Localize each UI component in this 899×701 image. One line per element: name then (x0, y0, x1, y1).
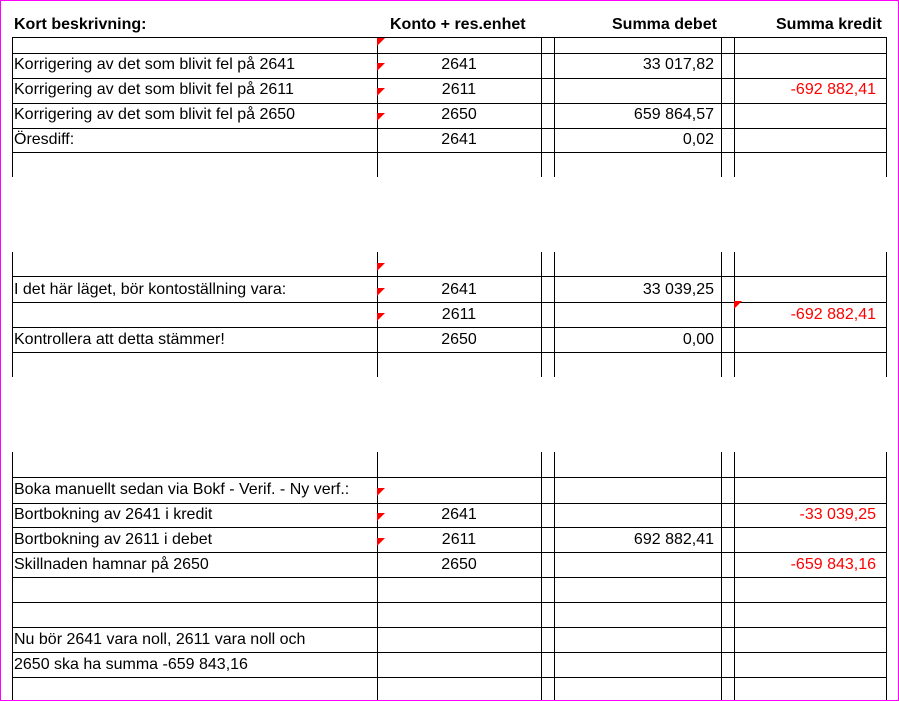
comment-marker (377, 538, 385, 546)
grid-line (721, 37, 722, 177)
cell-desc[interactable]: Korrigering av det som blivit fel på 2650 (14, 106, 296, 123)
comment-marker (377, 313, 385, 321)
cell-konto[interactable] (378, 653, 540, 677)
cell-debet[interactable] (554, 553, 714, 577)
grid-line (734, 37, 735, 177)
cell-konto[interactable]: 2641 (441, 281, 477, 298)
comment-marker (377, 513, 385, 521)
cell-kredit[interactable] (736, 328, 876, 352)
cell-kredit[interactable] (736, 128, 876, 152)
grid-line (734, 252, 735, 377)
cell-desc[interactable]: Skillnaden hamnar på 2650 (14, 556, 209, 573)
cell-debet[interactable] (554, 78, 714, 102)
cell-konto[interactable]: 2650 (441, 106, 477, 123)
grid-line (734, 452, 735, 700)
comment-marker (734, 301, 742, 309)
cell-konto[interactable]: 2641 (441, 56, 477, 73)
cell-desc[interactable] (14, 303, 374, 327)
comment-marker (377, 88, 385, 96)
cell-desc[interactable]: Bortbokning av 2611 i debet (14, 531, 213, 548)
header-desc: Kort beskrivning: (14, 16, 147, 33)
grid-line (12, 602, 887, 603)
cell-kredit[interactable] (736, 53, 876, 77)
cell-kredit[interactable] (736, 628, 876, 652)
cell-debet[interactable] (554, 628, 714, 652)
cell-debet[interactable]: 692 882,41 (633, 531, 714, 548)
cell-desc[interactable]: Korrigering av det som blivit fel på 2611 (14, 81, 294, 98)
grid-line (12, 352, 887, 353)
cell-debet[interactable]: 659 864,57 (633, 106, 714, 123)
cell-konto[interactable]: 2641 (441, 506, 477, 523)
comment-marker (377, 63, 385, 71)
cell-konto[interactable]: 2611 (441, 306, 477, 323)
cell-desc[interactable]: 2650 ska ha summa -659 843,16 (14, 656, 248, 673)
grid-line (886, 452, 887, 700)
cell-desc[interactable]: Kontrollera att detta stämmer! (14, 331, 225, 348)
cell-debet[interactable] (554, 303, 714, 327)
comment-marker (377, 263, 385, 271)
cell-konto[interactable]: 2611 (441, 81, 477, 98)
grid-line (12, 37, 13, 177)
cell-debet[interactable]: 33 039,25 (642, 281, 714, 298)
cell-kredit[interactable] (736, 653, 876, 677)
header-konto: Konto + res.enhet (390, 16, 526, 33)
comment-marker (377, 288, 385, 296)
comment-marker (377, 38, 385, 46)
cell-desc[interactable]: Nu bör 2641 vara noll, 2611 vara noll och (14, 631, 306, 648)
cell-konto[interactable] (378, 478, 540, 502)
cell-kredit[interactable] (736, 478, 876, 502)
grid-line (12, 152, 887, 153)
cell-kredit[interactable]: -692 882,41 (790, 306, 876, 323)
grid-line (721, 452, 722, 700)
cell-kredit[interactable] (736, 528, 876, 552)
cell-konto[interactable]: 2641 (441, 131, 477, 148)
grid-line (12, 677, 887, 678)
grid-line (541, 252, 542, 377)
cell-desc[interactable]: Boka manuellt sedan via Bokf - Verif. - Ny verf.: (14, 481, 350, 498)
cell-konto[interactable] (378, 628, 540, 652)
cell-konto[interactable]: 2611 (441, 531, 477, 548)
grid-line (12, 577, 887, 578)
grid-line (721, 252, 722, 377)
cell-kredit[interactable]: -692 882,41 (790, 81, 876, 98)
cell-debet[interactable] (554, 503, 714, 527)
grid-line (12, 252, 13, 377)
comment-marker (377, 113, 385, 121)
cell-debet[interactable] (554, 478, 714, 502)
cell-debet[interactable]: 0,00 (682, 331, 714, 348)
grid-line (12, 452, 13, 700)
cell-debet[interactable]: 33 017,82 (642, 56, 714, 73)
grid-line (12, 37, 887, 38)
cell-kredit[interactable] (736, 103, 876, 127)
cell-desc[interactable]: Öresdiff: (14, 131, 75, 148)
cell-konto[interactable]: 2650 (441, 556, 477, 573)
cell-debet[interactable]: 0,02 (682, 131, 714, 148)
cell-konto[interactable]: 2650 (441, 331, 477, 348)
cell-kredit[interactable]: -659 843,16 (790, 556, 876, 573)
cell-desc[interactable]: Bortbokning av 2641 i kredit (14, 506, 213, 523)
header-kredit: Summa kredit (776, 16, 882, 33)
header-debet: Summa debet (612, 16, 717, 33)
grid-line (541, 452, 542, 700)
grid-line (541, 37, 542, 177)
grid-line (886, 37, 887, 177)
cell-debet[interactable] (554, 653, 714, 677)
comment-marker (377, 488, 385, 496)
grid-line (886, 252, 887, 377)
cell-kredit[interactable] (736, 278, 876, 302)
cell-desc[interactable]: Korrigering av det som blivit fel på 2641 (14, 56, 296, 73)
cell-desc[interactable]: I det här läget, bör kontoställning vara: (14, 281, 287, 298)
grid-line (12, 276, 887, 277)
cell-kredit[interactable]: -33 039,25 (799, 506, 876, 523)
